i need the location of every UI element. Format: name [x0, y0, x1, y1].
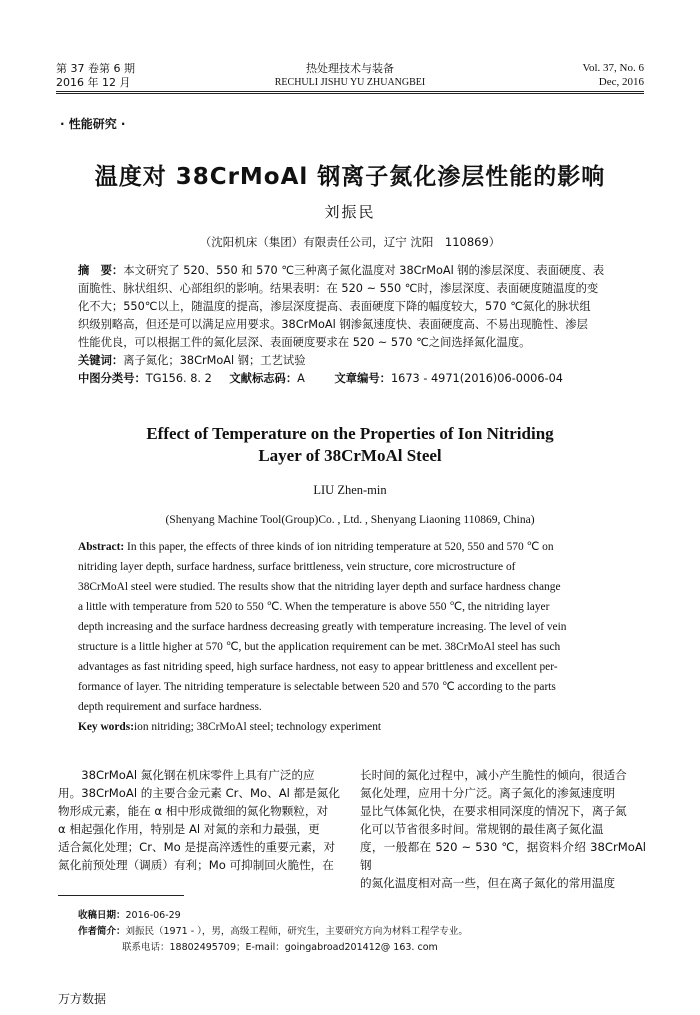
keywords-cn: 离子氮化；38CrMoAl 钢；工艺试验 [123, 354, 306, 367]
title-en-line2: Layer of 38CrMoAl Steel [258, 446, 442, 465]
abstract-cn-line: 面脆性、脉状组织、心部组织的影响。结果表明：在 520 ~ 550 ℃时，渗层深度、表面硬度随温度的变 [78, 282, 599, 295]
body-line: 化可以节省很多时间。常规钢的最佳离子氮化温 [360, 822, 604, 836]
footnote-rule [58, 895, 184, 896]
abstract-en-line: nitriding layer depth, surface hardness, surface brittleness, vein structure, core microstructure of [78, 561, 516, 573]
header-rule [56, 91, 644, 92]
author-bio: 刘振民（1971 - ），男，高级工程师，研究生，主要研究方向为材料工程学专业。 [125, 926, 468, 937]
body-line: 显比气体氮化快，在要求相同深度的情况下，离子氮 [360, 804, 627, 818]
doc-code-value: A [297, 372, 305, 385]
section-tag: · 性能研究 · [60, 117, 126, 131]
classification-line [78, 370, 624, 388]
keywords-cn-label: 关键词： [78, 354, 124, 367]
author-bio-label: 作者简介： [78, 926, 126, 937]
body-line: 长时间的氮化过程中，减小产生脆性的倾向，很适合 [360, 768, 627, 782]
journal-volume: 第 37 卷第 6 期 [56, 62, 135, 75]
body-line: 用。38CrMoAl 的主要合金元素 Cr、Mo、Al 都是氮化 [58, 786, 340, 800]
header-rule-2 [56, 93, 644, 94]
watermark: 万方数据 [58, 992, 107, 1006]
journal-name: 热处理技术与装备 [306, 62, 394, 75]
affiliation-en: (Shenyang Machine Tool(Group)Co. , Ltd. , Shenyang Liaoning 110869, China) [165, 514, 535, 526]
abstract-cn [78, 262, 624, 388]
abstract-cn-line: 织级别略高，但还是可以满足应用要求。38CrMoAl 钢渗氮速度快、表面硬度高、不易出现脆性、渗层 [78, 318, 588, 331]
doc-code-label: 文献标志码： [229, 372, 298, 385]
footnote-author [78, 924, 468, 939]
abstract-cn-label: 摘 要： [78, 264, 124, 277]
journal-date-en: Dec, 2016 [598, 76, 644, 88]
abstract-cn-line: 化不大；550℃以上，随温度的提高，渗层深度提高、表面硬度下降的幅度较大，570 ℃氮化的脉状组 [78, 300, 591, 313]
article-number-label: 文章编号： [334, 372, 391, 385]
body-line: 物形成元素，能在 α 相中形成微细的氮化物颗粒，对 [58, 804, 329, 818]
keywords-en-label: Key words: [78, 721, 134, 733]
body-column-right [360, 766, 646, 892]
body-line: 氮化前预处理（调质）有利；Mo 可抑制回火脆性，在 [58, 858, 334, 872]
abstract-en [78, 537, 626, 737]
clc-value: TG156. 8. 2 [145, 372, 212, 385]
affiliation-cn: （沈阳机床（集团）有限责任公司，辽宁 沈阳 110869） [199, 235, 501, 249]
clc-label: 中图分类号： [78, 372, 146, 385]
article-number-value: 1673 - 4971(2016)06-0006-04 [390, 372, 563, 385]
abstract-en-line: depth increasing and the surface hardness decreasing greatly with temperature increasing. The level of vein [78, 621, 567, 633]
body-line: 的氮化温度相对高一些，但在离子氮化的常用温度 [360, 876, 616, 890]
abstract-en-line: depth requirement and surface hardness. [78, 701, 262, 713]
abstract-en-line: 38CrMoAl steel were studied. The results show that the nitriding layer depth and surface hardness change [78, 581, 561, 593]
author-en: LIU Zhen-min [313, 483, 387, 497]
abstract-cn-line: 本文研究了 520、550 和 570 ℃三种离子氮化温度对 38CrMoAl 钢的渗层深度、表面硬度、表 [123, 264, 605, 277]
keywords-en: ion nitriding; 38CrMoAl steel; technology experiment [134, 721, 382, 733]
journal-volume-en: Vol. 37, No. 6 [582, 62, 644, 74]
body-line: 度，一般都在 520 ~ 530 ℃，据资料介绍 38CrMoAl 钢 [360, 840, 646, 872]
body-line: 38CrMoAl 氮化钢在机床零件上具有广泛的应 [58, 768, 315, 782]
body-line: 适合氮化处理；Cr、Mo 是提高淬透性的重要元素，对 [58, 840, 336, 854]
received-value: 2016-06-29 [125, 910, 181, 921]
author-cn: 刘振民 [324, 203, 376, 221]
body-line: α 相起强化作用，特别是 Al 对氮的亲和力最强，更 [58, 822, 320, 836]
footnote-received [78, 908, 181, 923]
received-label: 收稿日期： [78, 910, 126, 921]
abstract-cn-line: 性能优良，可以根据工件的氮化层深、表面硬度要求在 520 ~ 570 ℃之间选择氮化温度。 [78, 336, 531, 349]
body-line: 氮化处理，应用十分广泛。离子氮化的渗氮速度明 [360, 786, 616, 800]
abstract-en-line: structure is a little higher at 570 ℃, but the application requirement can be met. 38CrMoAl steel has such [78, 641, 561, 653]
body-column-left [58, 766, 344, 874]
footnote-contact: 联系电话：18802495709；E-mail：goingabroad201412@ 163. com [122, 942, 438, 953]
abstract-en-line: formance of layer. The nitriding temperature is selectable between 520 and 570 ℃ according to the parts [78, 681, 556, 693]
abstract-en-label: Abstract: [78, 541, 125, 553]
journal-name-pinyin: RECHULI JISHU YU ZHUANGBEI [274, 77, 426, 88]
title-en-line1: Effect of Temperature on the Properties of Ion Nitriding [146, 424, 554, 443]
abstract-en-line: a little with temperature from 520 to 550 ℃. When the temperature is above 550 ℃, the nitriding layer [78, 601, 550, 613]
journal-date: 2016 年 12 月 [56, 76, 131, 89]
title-cn: 温度对 38CrMoAl 钢离子氮化渗层性能的影响 [94, 164, 606, 190]
abstract-en-line: In this paper, the effects of three kinds of ion nitriding temperature at 520, 550 and 570 ℃ on [127, 541, 554, 553]
abstract-en-line: advantages as fast nitriding speed, high surface hardness, not easy to appear brittleness and excellent per- [78, 661, 558, 673]
